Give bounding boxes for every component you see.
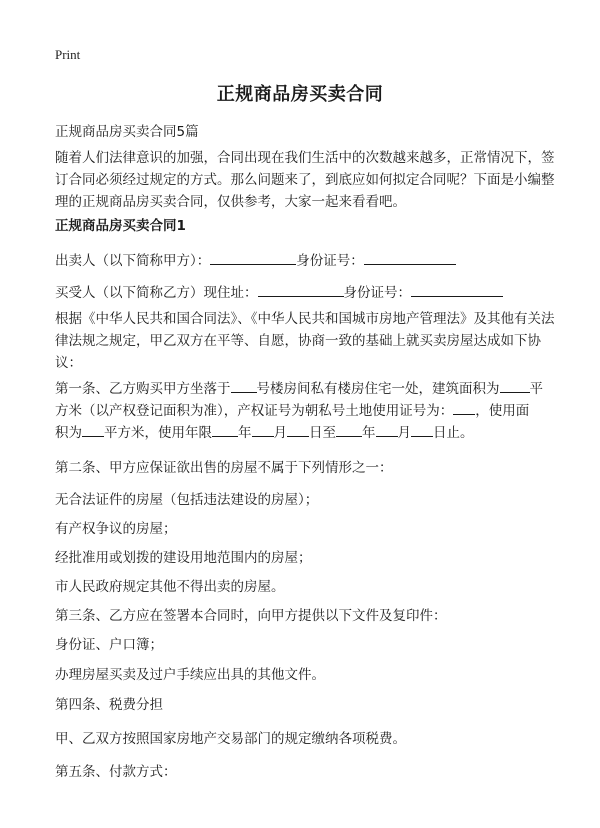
article1-text: 平 <box>529 381 543 397</box>
article1-text: 号楼房间私有楼房住宅一处，建筑面积为 <box>256 381 500 397</box>
buyer-address-blank <box>258 282 344 297</box>
buyer-label: 买受人（以下简称乙方）现住址： <box>55 285 258 301</box>
article1-line3 <box>55 421 474 441</box>
buyer-line <box>55 281 503 301</box>
document-item: 办理房屋买卖及过户手续应出具的其他文件。 <box>55 667 325 683</box>
article2: 第二条、甲方应保证欲出售的房屋不属于下列情形之一： <box>55 460 393 476</box>
article1-text: 年 <box>238 425 252 441</box>
article1-text: 日止。 <box>433 425 474 441</box>
article1-text: 月 <box>397 425 411 441</box>
buyer-id-label: 身份证号： <box>343 285 411 301</box>
article1-line1 <box>55 377 543 397</box>
article1-text: 年 <box>362 425 376 441</box>
condition-item: 经批准用或划拨的建设用地范围内的房屋； <box>55 550 312 566</box>
area-blank <box>500 378 530 393</box>
condition-item: 市人民政府规定其他不得出卖的房屋。 <box>55 579 285 595</box>
condition-item: 有产权争议的房屋； <box>55 521 177 537</box>
tax-paragraph: 甲、乙双方按照国家房地产交易部门的规定缴纳各项税费。 <box>55 731 406 747</box>
building-number-blank <box>231 378 257 393</box>
article1-text: ，使用面 <box>475 403 530 419</box>
intro-paragraph: 随着人们法律意识的加强，合同出现在我们生活中的次数越来越多，正常情况下，签订合同必须经过规定的方式。那么问题来了，到底应如何拟定合同呢？下面是小编整理的正规商品房买卖合同，仅供参考，大家一起来看看吧。 <box>55 150 555 210</box>
article3: 第三条、乙方应在签署本合同时，向甲方提供以下文件及复印件： <box>55 608 447 624</box>
article4: 第四条、税费分担 <box>55 697 163 713</box>
page-subtitle: 正规商品房买卖合同5篇 <box>55 124 199 140</box>
print-link[interactable]: Print <box>55 47 81 62</box>
seller-id-blank <box>364 250 456 265</box>
land-cert-blank <box>453 400 475 415</box>
article1-text: 平方米，使用年限 <box>104 425 212 441</box>
seller-line <box>55 249 456 269</box>
article5: 第五条、付款方式： <box>55 764 177 780</box>
document-item: 身份证、户口簿； <box>55 637 163 653</box>
start-day-blank <box>287 422 309 437</box>
start-month-blank <box>252 422 274 437</box>
seller-name-blank <box>210 250 296 265</box>
seller-label: 出卖人（以下简称甲方）： <box>55 253 211 269</box>
seller-id-label: 身份证号： <box>296 253 364 269</box>
article1-text: 月 <box>273 425 287 441</box>
use-area-blank <box>82 422 104 437</box>
section-heading: 正规商品房买卖合同1 <box>55 218 186 234</box>
article1-line2 <box>55 399 529 419</box>
page-title: 正规商品房买卖合同 <box>216 84 384 105</box>
end-year-blank <box>336 422 362 437</box>
basis-paragraph: 根据《中华人民共和国合同法》、《中华人民共和国城市房地产管理法》及其他有关法律法规之规定，甲乙双方在平等、自愿，协商一致的基础上就买卖房屋达成如下协议： <box>55 311 555 371</box>
condition-item: 无合法证件的房屋（包括违法建设的房屋）； <box>55 492 319 508</box>
buyer-id-blank <box>411 282 503 297</box>
article1-text: 方米（以产权登记面积为准），产权证号为朝私号土地使用证号为： <box>55 403 454 419</box>
start-year-blank <box>212 422 238 437</box>
end-day-blank <box>411 422 433 437</box>
article1-text: 积为 <box>55 425 82 441</box>
article1-text: 第一条、乙方购买甲方坐落于 <box>55 381 231 397</box>
article1-text: 日至 <box>309 425 336 441</box>
end-month-blank <box>376 422 398 437</box>
